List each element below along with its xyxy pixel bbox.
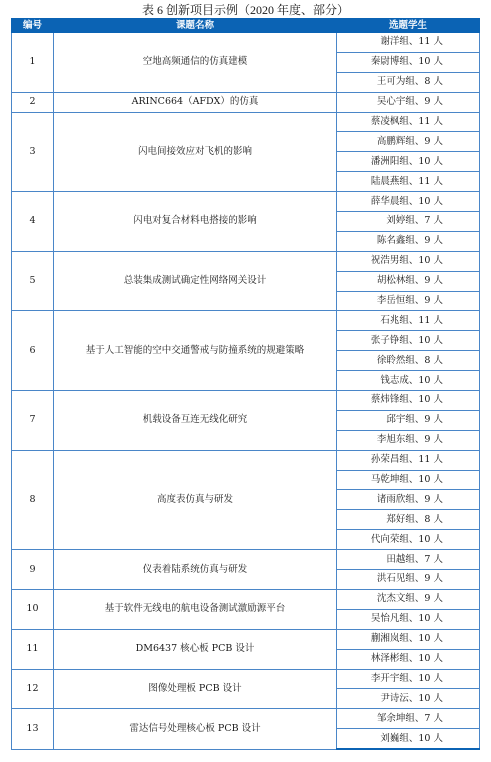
student-group: 胡松林组、9 人 <box>337 271 480 291</box>
project-name: 机载设备互连无线化研究 <box>54 391 337 451</box>
student-group: 刘巍组、10 人 <box>337 729 480 749</box>
student-group: 吴心宇组、9 人 <box>337 92 480 112</box>
student-group: 洪石见组、9 人 <box>337 570 480 590</box>
table-row <box>12 450 480 470</box>
student-group: 马乾坤组、10 人 <box>337 470 480 490</box>
table-row <box>12 112 480 132</box>
student-group: 郑好组、8 人 <box>337 510 480 530</box>
student-group: 徐聆然组、8 人 <box>337 351 480 371</box>
student-group: 高鹏辉组、9 人 <box>337 132 480 152</box>
project-number: 10 <box>12 589 54 629</box>
student-group: 代向荣组、10 人 <box>337 530 480 550</box>
student-group: 谢洋组、11 人 <box>337 33 480 53</box>
project-name: 图像处理板 PCB 设计 <box>54 669 337 709</box>
project-number: 8 <box>12 450 54 549</box>
student-group: 李岳恒组、9 人 <box>337 291 480 311</box>
student-group: 王可为组、8 人 <box>337 72 480 92</box>
table-body <box>12 33 480 750</box>
table-row <box>12 709 480 729</box>
table-row <box>12 589 480 609</box>
student-group: 尹诗沄、10 人 <box>337 689 480 709</box>
student-group: 张子铮组、10 人 <box>337 331 480 351</box>
student-group: 李旭东组、9 人 <box>337 430 480 450</box>
student-group: 沈杰文组、9 人 <box>337 589 480 609</box>
table-row <box>12 391 480 411</box>
student-group: 邹余坤组、7 人 <box>337 709 480 729</box>
project-name: 闪电对复合材料电搭接的影响 <box>54 192 337 252</box>
student-group: 邱宇组、9 人 <box>337 410 480 430</box>
student-group: 蔡凌枫组、11 人 <box>337 112 480 132</box>
student-group: 石兆组、11 人 <box>337 311 480 331</box>
student-group: 李开宇组、10 人 <box>337 669 480 689</box>
table-row <box>12 629 480 649</box>
project-number: 1 <box>12 33 54 93</box>
project-name: DM6437 核心板 PCB 设计 <box>54 629 337 669</box>
student-group: 陈名鑫组、9 人 <box>337 231 480 251</box>
table-caption: 表 6 创新项目示例（2020 年度、部分） <box>141 3 349 17</box>
student-group: 祝浩男组、10 人 <box>337 251 480 271</box>
project-name: 总装集成测试确定性网络网关设计 <box>54 251 337 311</box>
header-number: 编号 <box>12 19 54 33</box>
project-name: 基于人工智能的空中交通警戒与防撞系统的规避策略 <box>54 311 337 391</box>
project-name: 基于软件无线电的航电设备测试激励源平台 <box>54 589 337 629</box>
student-group: 潘洲阳组、10 人 <box>337 152 480 172</box>
student-group: 陆晨燕组、11 人 <box>337 172 480 192</box>
project-number: 12 <box>12 669 54 709</box>
header-students: 选题学生 <box>337 19 480 33</box>
project-name: ARINC664（AFDX）的仿真 <box>54 92 337 112</box>
student-group: 田越组、7 人 <box>337 550 480 570</box>
project-number: 13 <box>12 709 54 749</box>
student-group: 林泽彬组、10 人 <box>337 649 480 669</box>
table-row <box>12 92 480 112</box>
header-row <box>12 19 480 33</box>
project-number: 7 <box>12 391 54 451</box>
table-row <box>12 311 480 331</box>
table-row <box>12 192 480 212</box>
student-group: 诸雨欣组、9 人 <box>337 490 480 510</box>
student-group: 蒯湘岚组、10 人 <box>337 629 480 649</box>
header-project-name: 课题名称 <box>54 19 337 33</box>
project-name: 雷达信号处理核心板 PCB 设计 <box>54 709 337 749</box>
project-number: 5 <box>12 251 54 311</box>
table-row <box>12 251 480 271</box>
student-group: 秦尉博组、10 人 <box>337 52 480 72</box>
project-number: 6 <box>12 311 54 391</box>
project-name: 空地高频通信的仿真建模 <box>54 33 337 93</box>
project-number: 4 <box>12 192 54 252</box>
project-number: 9 <box>12 550 54 590</box>
student-group: 孙荣昌组、11 人 <box>337 450 480 470</box>
project-number: 2 <box>12 92 54 112</box>
project-number: 3 <box>12 112 54 192</box>
project-number: 11 <box>12 629 54 669</box>
table-row <box>12 33 480 53</box>
table-row <box>12 550 480 570</box>
student-group: 薛华晨组、10 人 <box>337 192 480 212</box>
project-table <box>11 18 480 750</box>
project-name: 高度表仿真与研发 <box>54 450 337 549</box>
student-group: 蔡炜锋组、10 人 <box>337 391 480 411</box>
project-name: 仪表着陆系统仿真与研发 <box>54 550 337 590</box>
student-group: 刘婷组、7 人 <box>337 212 480 232</box>
table-row <box>12 669 480 689</box>
student-group: 钱志成、10 人 <box>337 371 480 391</box>
project-name: 闪电间接效应对飞机的影响 <box>54 112 337 192</box>
student-group: 吴怡凡组、10 人 <box>337 609 480 629</box>
